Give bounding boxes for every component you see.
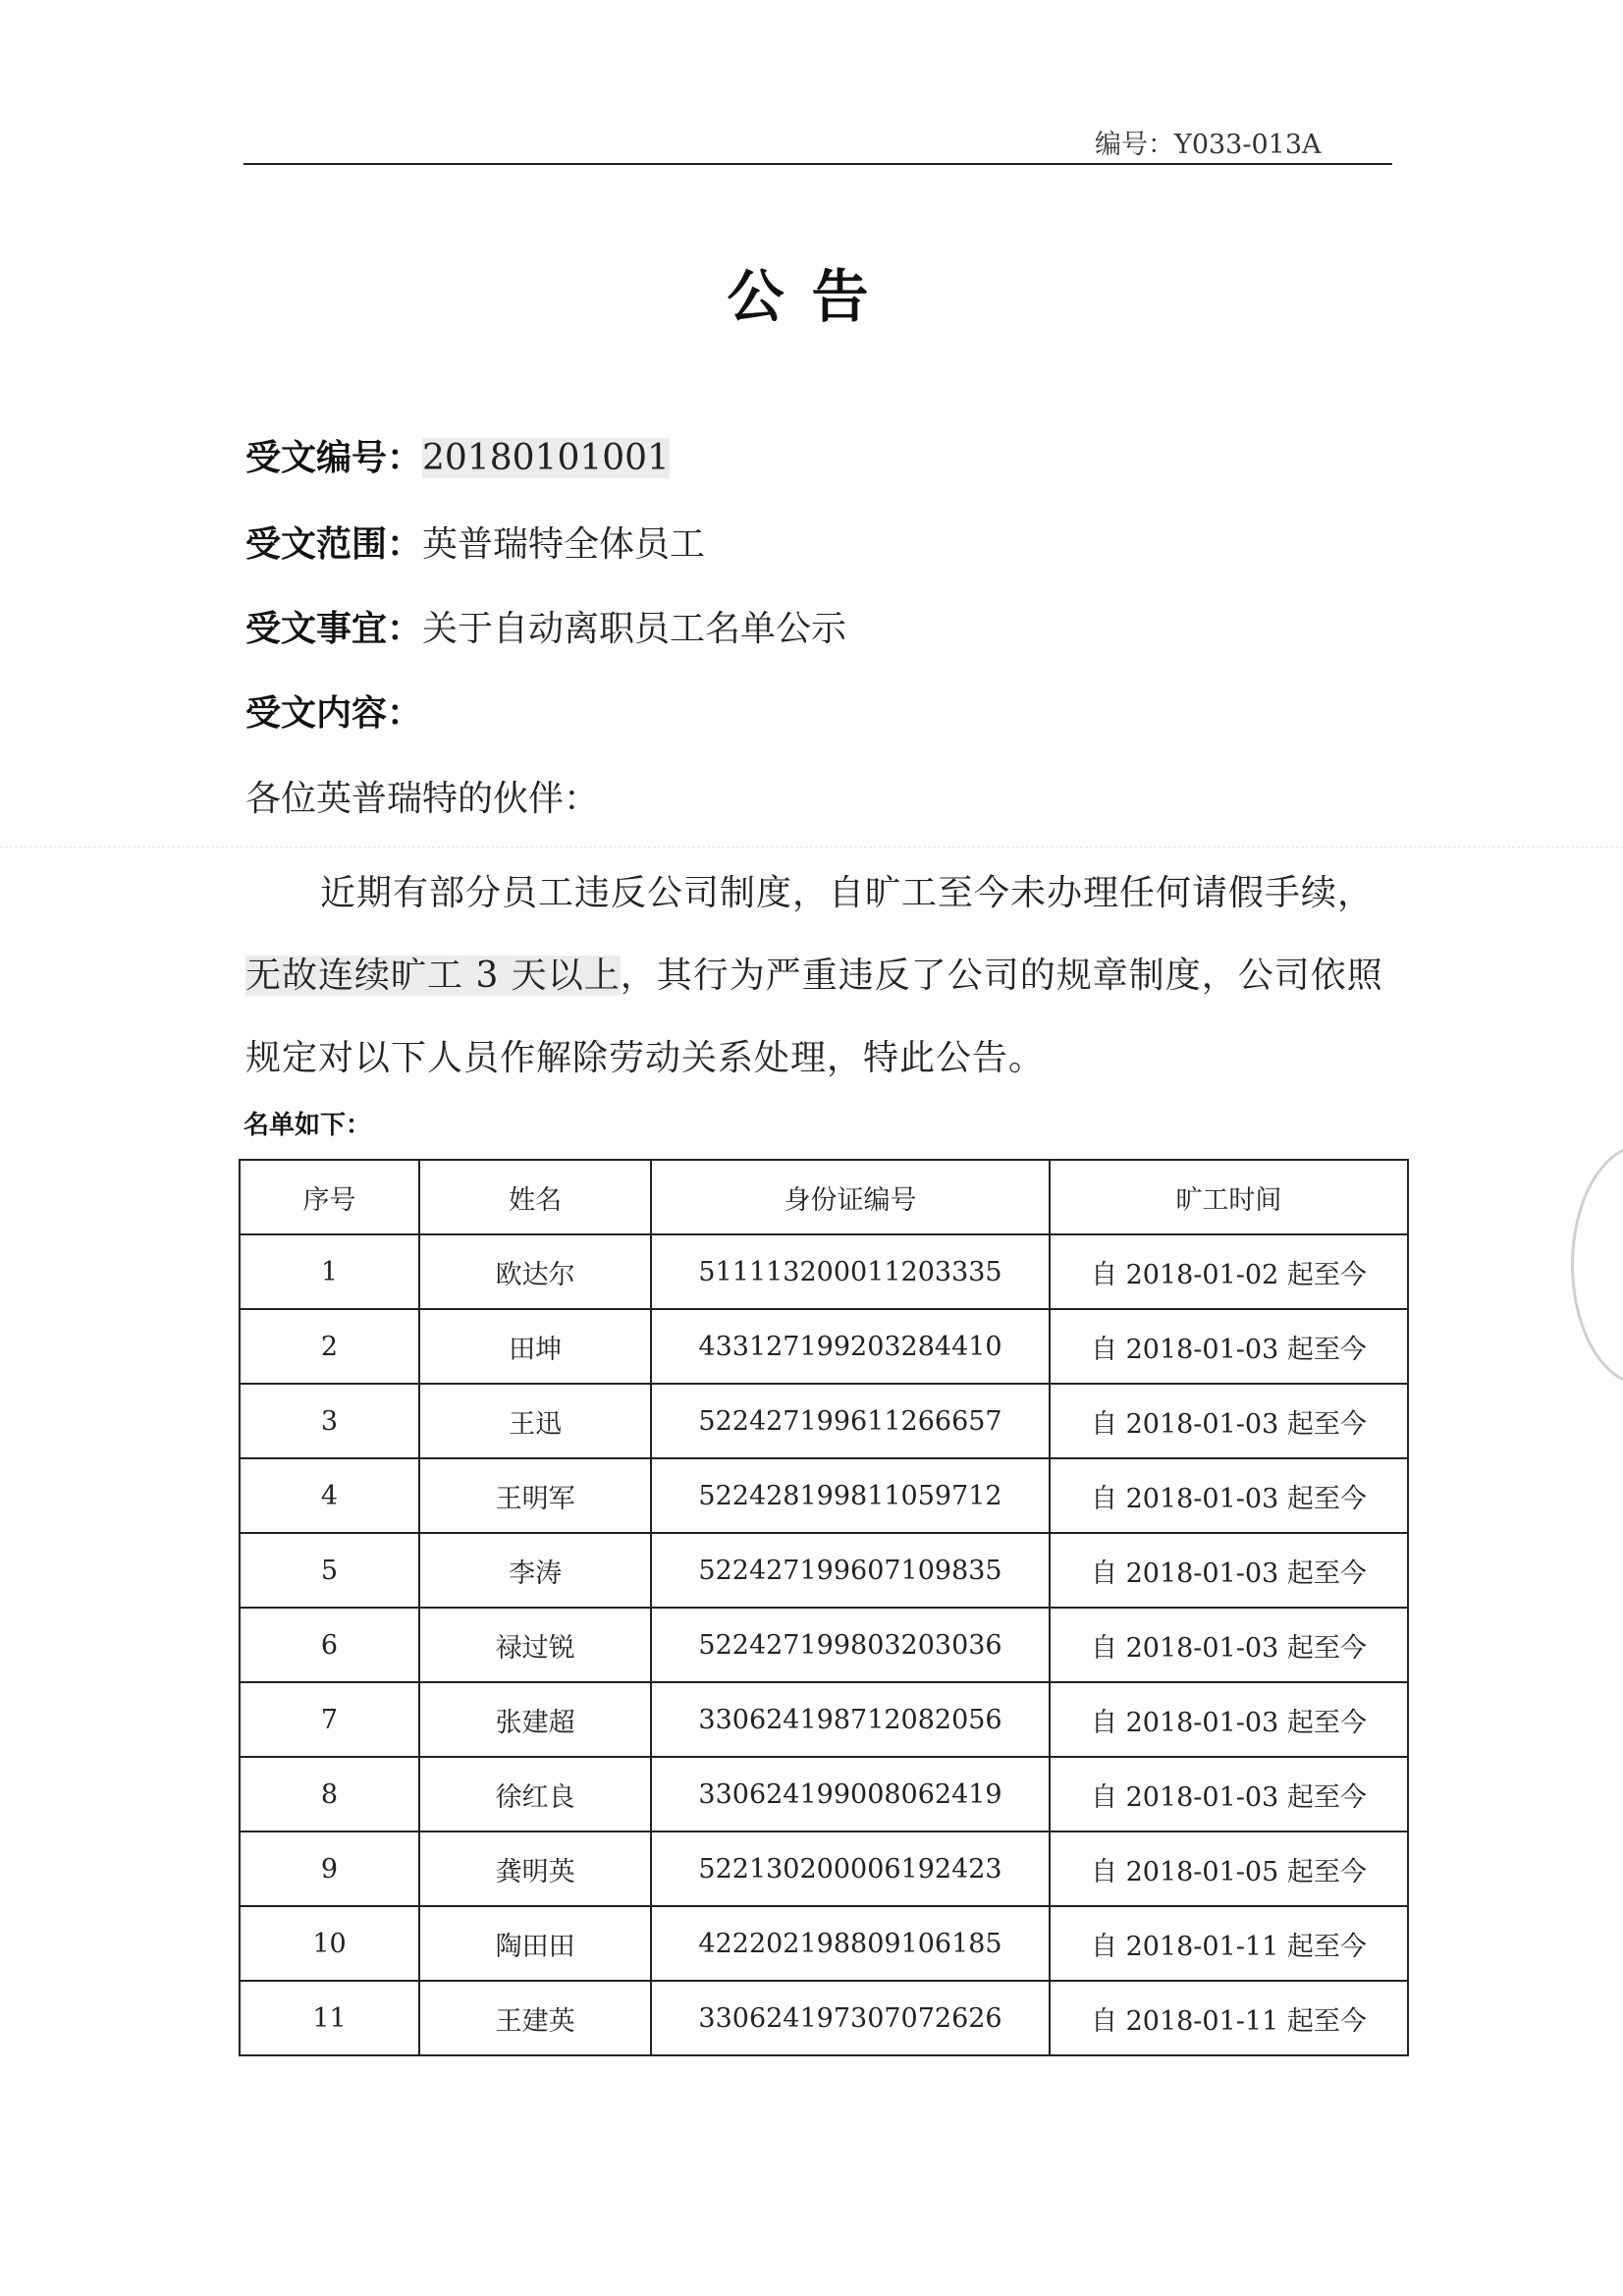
greeting: 各位英普瑞特的伙伴： — [245, 779, 600, 819]
table-row — [240, 1608, 1408, 1682]
cell-absence: 自 2018-01-03 起至今 — [1050, 1608, 1408, 1682]
table-row — [240, 1309, 1408, 1384]
table-row — [240, 1533, 1408, 1608]
column-header-name: 姓名 — [419, 1160, 651, 1234]
cell-name: 欧达尔 — [419, 1234, 651, 1309]
cell-absence: 自 2018-01-03 起至今 — [1050, 1757, 1408, 1831]
cell-absence: 自 2018-01-05 起至今 — [1050, 1831, 1408, 1906]
cell-seq: 9 — [240, 1831, 419, 1906]
cell-id: 522130200006192423 — [651, 1831, 1050, 1906]
field-scope-label: 受文范围： — [245, 524, 423, 565]
notice-body-part2: 无故连续旷工 3 天以上 — [245, 956, 621, 996]
list-caption: 名单如下： — [243, 1111, 372, 1140]
field-content — [245, 685, 422, 736]
employee-table — [239, 1159, 1409, 2056]
field-content-label: 受文内容： — [245, 693, 423, 734]
cell-name: 禄过锐 — [419, 1608, 651, 1682]
cell-absence: 自 2018-01-02 起至今 — [1050, 1234, 1408, 1309]
cell-id: 422202198809106185 — [651, 1906, 1050, 1981]
field-subject-label: 受文事宜： — [245, 609, 423, 649]
notice-body-part1: 近期有部分员工违反公司制度，自旷工至今未办理任何请假手续， — [320, 873, 1375, 913]
table-row — [240, 1682, 1408, 1757]
cell-id: 522427199803203036 — [651, 1608, 1050, 1682]
column-header-id: 身份证编号 — [651, 1160, 1050, 1234]
cell-absence: 自 2018-01-03 起至今 — [1050, 1384, 1408, 1458]
cell-seq: 4 — [240, 1458, 419, 1533]
cell-name: 龚明英 — [419, 1831, 651, 1906]
cell-seq: 5 — [240, 1533, 419, 1608]
cell-id: 522427199611266657 — [651, 1384, 1050, 1458]
cell-id: 522427199607109835 — [651, 1533, 1050, 1608]
cell-seq: 2 — [240, 1309, 419, 1384]
column-header-seq: 序号 — [240, 1160, 419, 1234]
table-row — [240, 1981, 1408, 2055]
field-subject-value: 关于自动离职员工名单公示 — [422, 609, 847, 649]
field-scope — [245, 517, 705, 567]
cell-name: 徐红良 — [419, 1757, 651, 1831]
field-doc-id-label: 受文编号： — [245, 438, 423, 478]
field-doc-id-value: 20180101001 — [422, 438, 670, 478]
cell-absence: 自 2018-01-03 起至今 — [1050, 1533, 1408, 1608]
cell-id: 330624197307072626 — [651, 1981, 1050, 2055]
cell-seq: 7 — [240, 1682, 419, 1757]
cell-name: 王建英 — [419, 1981, 651, 2055]
page-title: 公告 — [727, 263, 896, 330]
cell-id: 330624199008062419 — [651, 1757, 1050, 1831]
cell-seq: 3 — [240, 1384, 419, 1458]
cell-seq: 10 — [240, 1906, 419, 1981]
cell-id: 433127199203284410 — [651, 1309, 1050, 1384]
table-row — [240, 1384, 1408, 1458]
cell-name: 王迅 — [419, 1384, 651, 1458]
notice-body — [245, 852, 1384, 1100]
cell-id: 511113200011203335 — [651, 1234, 1050, 1309]
table-row — [240, 1831, 1408, 1906]
cell-seq: 6 — [240, 1608, 419, 1682]
notice-body-part3: ，其行为严重违反了公司的规章制度，公司依照规定对以下人员作解除劳动关系处理，特此公告。 — [245, 956, 1383, 1078]
cell-absence: 自 2018-01-03 起至今 — [1050, 1458, 1408, 1533]
table-row — [240, 1234, 1408, 1309]
cell-seq: 8 — [240, 1757, 419, 1831]
table-header-row — [240, 1160, 1408, 1234]
cell-id: 330624198712082056 — [651, 1682, 1050, 1757]
column-header-absence: 旷工时间 — [1050, 1160, 1408, 1234]
table-row — [240, 1906, 1408, 1981]
header-rule — [243, 163, 1392, 165]
cell-name: 张建超 — [419, 1682, 651, 1757]
document-number: 编号：Y033-013A — [1095, 130, 1322, 160]
cell-name: 李涛 — [419, 1533, 651, 1608]
cell-name: 田坤 — [419, 1309, 651, 1384]
cell-seq: 1 — [240, 1234, 419, 1309]
cell-name: 王明军 — [419, 1458, 651, 1533]
cell-id: 522428199811059712 — [651, 1458, 1050, 1533]
cell-absence: 自 2018-01-03 起至今 — [1050, 1309, 1408, 1384]
cell-absence: 自 2018-01-11 起至今 — [1050, 1981, 1408, 2055]
table-row — [240, 1757, 1408, 1831]
cell-absence: 自 2018-01-03 起至今 — [1050, 1682, 1408, 1757]
field-scope-value: 英普瑞特全体员工 — [422, 524, 706, 565]
cell-name: 陶田田 — [419, 1906, 651, 1981]
seal-stamp — [1571, 1144, 1623, 1386]
field-doc-id — [245, 430, 670, 480]
cell-absence: 自 2018-01-11 起至今 — [1050, 1906, 1408, 1981]
cell-seq: 11 — [240, 1981, 419, 2055]
table-body — [240, 1234, 1408, 2055]
table-row — [240, 1458, 1408, 1533]
field-subject — [245, 601, 846, 651]
